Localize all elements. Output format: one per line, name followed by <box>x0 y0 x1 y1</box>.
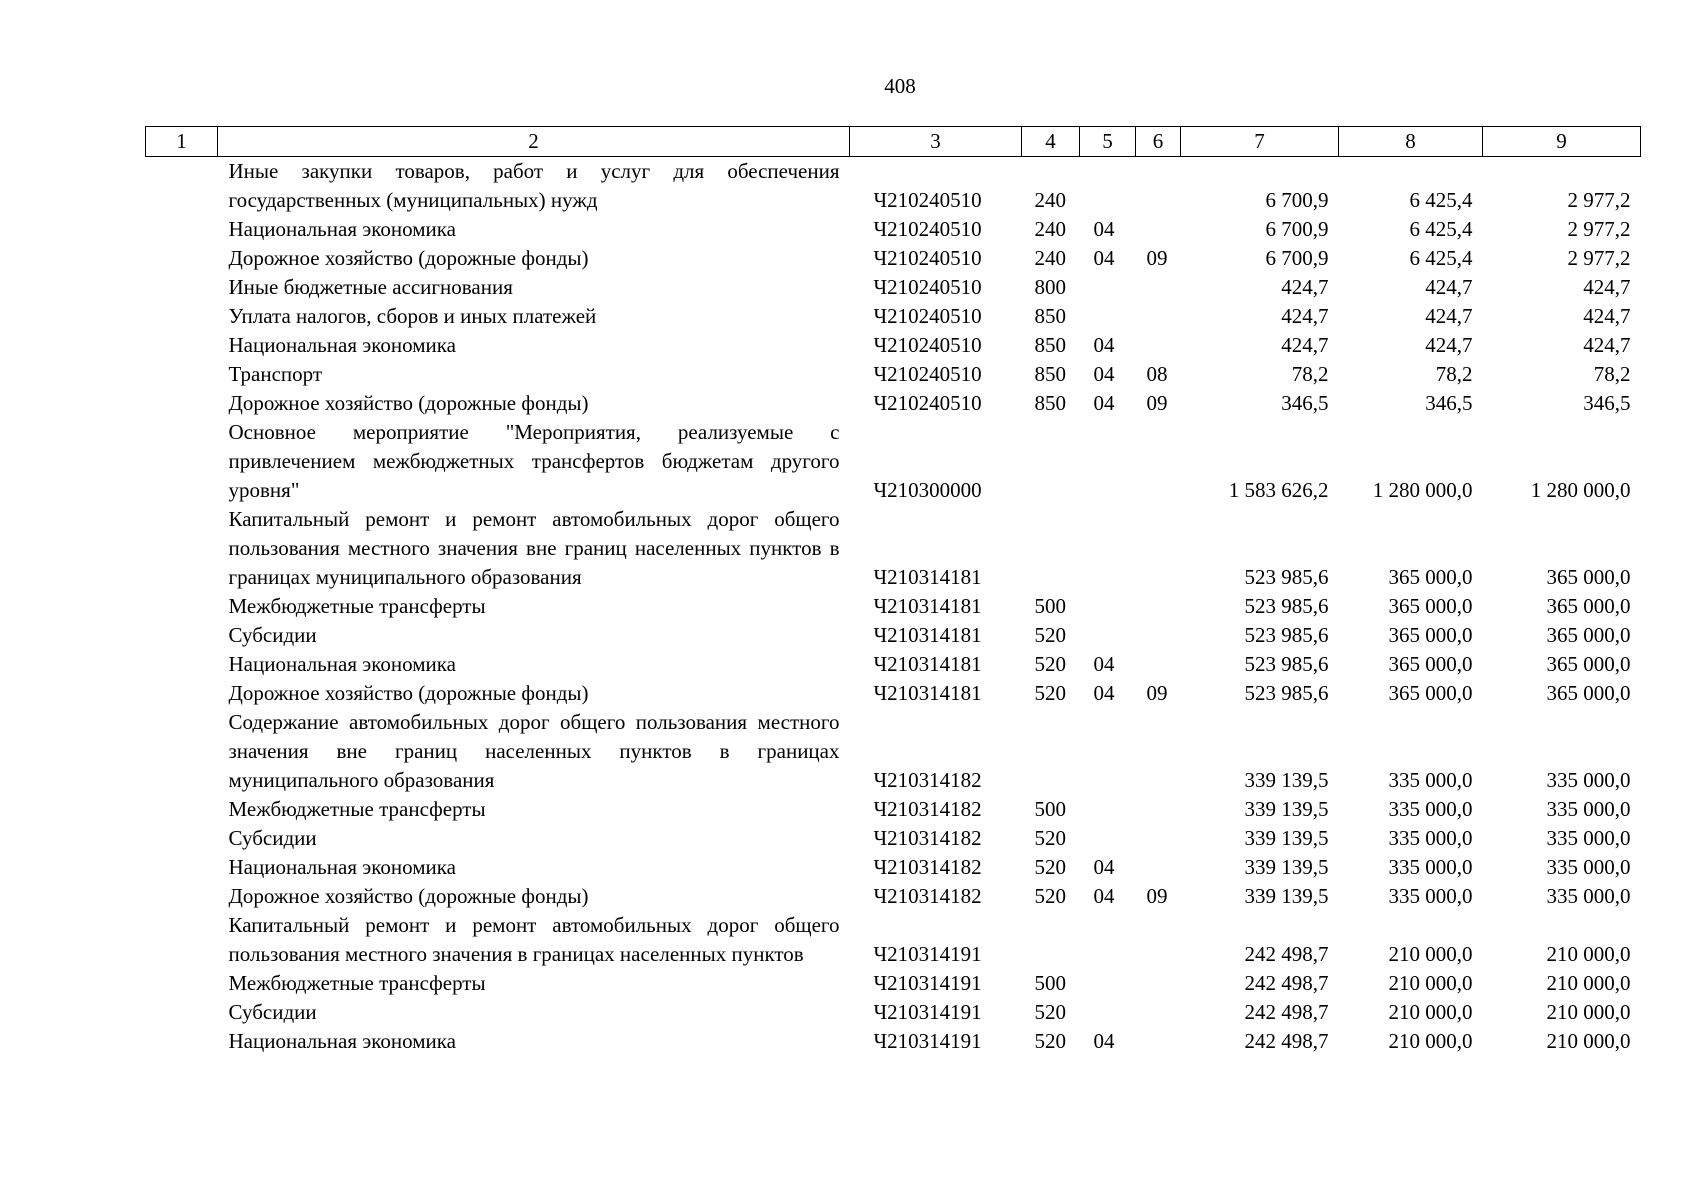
row-blank-cell <box>146 911 218 969</box>
table-row <box>146 244 1641 273</box>
row-value-col-7: 78,2 <box>1291 362 1329 386</box>
row-value-col-8: 335 000,0 <box>1388 855 1473 879</box>
row-value-col-8: 335 000,0 <box>1388 797 1473 821</box>
row-blank-cell <box>146 621 218 650</box>
row-value-col-7: 424,7 <box>1281 333 1329 357</box>
table-row <box>146 911 1641 969</box>
table-row <box>146 882 1641 911</box>
row-value-col-9: 1 280 000,0 <box>1530 478 1631 502</box>
row-value-col-8: 210 000,0 <box>1388 971 1473 995</box>
row-blank-cell <box>146 795 218 824</box>
row-value-col-9: 424,7 <box>1583 333 1631 357</box>
row-value-col-8: 1 280 000,0 <box>1372 478 1473 502</box>
row-value-col-8: 424,7 <box>1425 333 1473 357</box>
table-row <box>146 1027 1641 1056</box>
row-section <box>1080 273 1136 302</box>
row-value-col-9: 210 000,0 <box>1546 942 1631 966</box>
row-value-col-9: 424,7 <box>1583 304 1631 328</box>
row-target-code: Ч210240510 <box>873 188 982 212</box>
row-section <box>1080 505 1136 592</box>
row-target-code: Ч210314191 <box>873 942 982 966</box>
row-target-code: Ч210240510 <box>873 217 982 241</box>
row-blank-cell <box>146 969 218 998</box>
row-value-col-7: 339 139,5 <box>1244 826 1329 850</box>
row-subsection: 09 <box>1146 681 1168 705</box>
table-body <box>146 157 1641 1057</box>
table-row <box>146 302 1641 331</box>
row-blank-cell <box>146 418 218 505</box>
row-value-col-7: 242 498,7 <box>1244 942 1329 966</box>
row-value-col-8: 335 000,0 <box>1388 768 1473 792</box>
row-subsection <box>1136 998 1181 1027</box>
row-value-col-7: 6 700,9 <box>1265 217 1329 241</box>
row-section <box>1080 418 1136 505</box>
row-value-col-7: 339 139,5 <box>1244 884 1329 908</box>
row-description: Субсидии <box>228 623 317 647</box>
row-description: Содержание автомобильных дорог общего пользования местного значения вне границ населенных пунктов в границах муниципального образования <box>228 710 840 792</box>
row-value-col-8: 365 000,0 <box>1388 594 1473 618</box>
row-target-code: Ч210314181 <box>873 681 982 705</box>
row-value-col-9: 365 000,0 <box>1546 681 1631 705</box>
row-subsection <box>1136 969 1181 998</box>
table-row <box>146 853 1641 882</box>
row-section: 04 <box>1093 681 1115 705</box>
row-subsection <box>1136 302 1181 331</box>
row-blank-cell <box>146 331 218 360</box>
row-expense-type: 240 <box>1034 217 1066 241</box>
row-value-col-8: 6 425,4 <box>1409 246 1473 270</box>
row-value-col-8: 6 425,4 <box>1409 188 1473 212</box>
row-blank-cell <box>146 998 218 1027</box>
row-value-col-9: 210 000,0 <box>1546 1029 1631 1053</box>
row-subsection <box>1136 157 1181 216</box>
row-value-col-8: 335 000,0 <box>1388 826 1473 850</box>
row-section: 04 <box>1093 855 1115 879</box>
row-description: Межбюджетные трансферты <box>228 797 486 821</box>
row-target-code: Ч210314191 <box>873 971 982 995</box>
row-subsection <box>1136 273 1181 302</box>
row-description: Иные бюджетные ассигнования <box>228 275 513 299</box>
row-blank-cell <box>146 389 218 418</box>
row-target-code: Ч210240510 <box>873 362 982 386</box>
row-description: Дорожное хозяйство (дорожные фонды) <box>228 681 589 705</box>
row-value-col-7: 242 498,7 <box>1244 971 1329 995</box>
row-section <box>1080 969 1136 998</box>
row-blank-cell <box>146 360 218 389</box>
row-value-col-7: 523 985,6 <box>1244 623 1329 647</box>
row-value-col-8: 78,2 <box>1435 362 1473 386</box>
row-expense-type: 240 <box>1034 246 1066 270</box>
header-col-1: 1 <box>146 127 218 157</box>
row-value-col-7: 424,7 <box>1281 304 1329 328</box>
row-description: Основное мероприятие "Мероприятия, реализуемые с привлечением межбюджетных трансфертов бюджетам другого уровня" <box>228 420 840 502</box>
row-subsection <box>1136 911 1181 969</box>
row-expense-type: 850 <box>1034 362 1066 386</box>
row-value-col-7: 523 985,6 <box>1244 681 1329 705</box>
row-target-code: Ч210314181 <box>873 623 982 647</box>
row-value-col-9: 424,7 <box>1583 275 1631 299</box>
row-expense-type <box>1022 418 1080 505</box>
row-section: 04 <box>1093 246 1115 270</box>
row-description: Национальная экономика <box>228 217 456 241</box>
row-section: 04 <box>1093 1029 1115 1053</box>
row-value-col-8: 210 000,0 <box>1388 1029 1473 1053</box>
row-value-col-7: 523 985,6 <box>1244 565 1329 589</box>
row-target-code: Ч210240510 <box>873 275 982 299</box>
header-col-2: 2 <box>218 127 850 157</box>
row-expense-type: 500 <box>1034 594 1066 618</box>
row-blank-cell <box>146 679 218 708</box>
row-value-col-7: 242 498,7 <box>1244 1029 1329 1053</box>
header-col-9: 9 <box>1483 127 1641 157</box>
row-expense-type: 520 <box>1034 884 1066 908</box>
row-value-col-8: 335 000,0 <box>1388 884 1473 908</box>
row-blank-cell <box>146 302 218 331</box>
header-col-5: 5 <box>1080 127 1136 157</box>
row-value-col-7: 346,5 <box>1281 391 1329 415</box>
row-section <box>1080 824 1136 853</box>
row-description: Дорожное хозяйство (дорожные фонды) <box>228 884 589 908</box>
row-blank-cell <box>146 1027 218 1056</box>
row-value-col-7: 339 139,5 <box>1244 797 1329 821</box>
row-target-code: Ч210314181 <box>873 594 982 618</box>
page-number: 408 <box>884 74 916 98</box>
table-row <box>146 331 1641 360</box>
table-row <box>146 360 1641 389</box>
table-row <box>146 998 1641 1027</box>
row-section: 04 <box>1093 217 1115 241</box>
row-target-code: Ч210240510 <box>873 333 982 357</box>
row-value-col-8: 365 000,0 <box>1388 623 1473 647</box>
row-subsection <box>1136 853 1181 882</box>
header-row <box>146 127 1641 157</box>
table-row <box>146 621 1641 650</box>
row-subsection <box>1136 215 1181 244</box>
row-expense-type: 800 <box>1034 275 1066 299</box>
row-description: Транспорт <box>228 362 323 386</box>
row-description: Национальная экономика <box>228 855 456 879</box>
row-value-col-8: 365 000,0 <box>1388 565 1473 589</box>
row-value-col-8: 424,7 <box>1425 275 1473 299</box>
row-target-code: Ч210300000 <box>873 478 982 502</box>
row-value-col-9: 335 000,0 <box>1546 826 1631 850</box>
table-row <box>146 215 1641 244</box>
row-blank-cell <box>146 505 218 592</box>
row-blank-cell <box>146 157 218 216</box>
row-section <box>1080 592 1136 621</box>
row-blank-cell <box>146 592 218 621</box>
row-subsection <box>1136 621 1181 650</box>
row-subsection <box>1136 505 1181 592</box>
header-col-6: 6 <box>1136 127 1181 157</box>
table-row <box>146 418 1641 505</box>
header-col-3: 3 <box>850 127 1022 157</box>
row-value-col-9: 2 977,2 <box>1567 188 1631 212</box>
header-col-7: 7 <box>1181 127 1339 157</box>
row-value-col-8: 210 000,0 <box>1388 1000 1473 1024</box>
row-description: Капитальный ремонт и ремонт автомобильных дорог общего пользования местного значения в границах населенных пунктов <box>228 913 840 966</box>
row-section <box>1080 708 1136 795</box>
row-section <box>1080 911 1136 969</box>
table-row <box>146 824 1641 853</box>
row-value-col-9: 2 977,2 <box>1567 217 1631 241</box>
row-value-col-8: 424,7 <box>1425 304 1473 328</box>
row-expense-type <box>1022 708 1080 795</box>
row-value-col-9: 335 000,0 <box>1546 884 1631 908</box>
row-expense-type: 520 <box>1034 826 1066 850</box>
row-value-col-9: 335 000,0 <box>1546 768 1631 792</box>
row-description: Субсидии <box>228 826 317 850</box>
row-expense-type: 520 <box>1034 1000 1066 1024</box>
table-header <box>146 127 1641 157</box>
row-blank-cell <box>146 882 218 911</box>
row-target-code: Ч210314182 <box>873 768 982 792</box>
row-value-col-7: 1 583 626,2 <box>1228 478 1329 502</box>
row-subsection <box>1136 331 1181 360</box>
row-blank-cell <box>146 824 218 853</box>
row-blank-cell <box>146 650 218 679</box>
table-row <box>146 650 1641 679</box>
row-value-col-7: 6 700,9 <box>1265 246 1329 270</box>
row-subsection <box>1136 650 1181 679</box>
row-value-col-9: 78,2 <box>1593 362 1631 386</box>
row-expense-type: 500 <box>1034 971 1066 995</box>
row-value-col-7: 339 139,5 <box>1244 768 1329 792</box>
row-expense-type: 240 <box>1034 188 1066 212</box>
row-subsection <box>1136 592 1181 621</box>
row-description: Уплата налогов, сборов и иных платежей <box>228 304 597 328</box>
row-value-col-7: 6 700,9 <box>1265 188 1329 212</box>
row-expense-type: 520 <box>1034 652 1066 676</box>
row-blank-cell <box>146 244 218 273</box>
row-section <box>1080 302 1136 331</box>
row-subsection <box>1136 708 1181 795</box>
row-value-col-8: 6 425,4 <box>1409 217 1473 241</box>
row-value-col-9: 346,5 <box>1583 391 1631 415</box>
row-target-code: Ч210314181 <box>873 565 982 589</box>
row-value-col-9: 365 000,0 <box>1546 652 1631 676</box>
row-value-col-8: 210 000,0 <box>1388 942 1473 966</box>
table-row <box>146 795 1641 824</box>
row-section: 04 <box>1093 391 1115 415</box>
row-target-code: Ч210314191 <box>873 1029 982 1053</box>
row-blank-cell <box>146 273 218 302</box>
row-value-col-8: 365 000,0 <box>1388 681 1473 705</box>
row-expense-type: 850 <box>1034 333 1066 357</box>
row-target-code: Ч210240510 <box>873 304 982 328</box>
row-section: 04 <box>1093 652 1115 676</box>
row-target-code: Ч210314191 <box>873 1000 982 1024</box>
row-expense-type: 850 <box>1034 304 1066 328</box>
row-expense-type: 520 <box>1034 855 1066 879</box>
row-section <box>1080 795 1136 824</box>
row-blank-cell <box>146 708 218 795</box>
row-value-col-9: 365 000,0 <box>1546 623 1631 647</box>
row-section: 04 <box>1093 333 1115 357</box>
row-description: Капитальный ремонт и ремонт автомобильных дорог общего пользования местного значения вне границ населенных пунктов в границах муниципального образования <box>228 507 840 589</box>
table-row <box>146 157 1641 216</box>
row-value-col-9: 365 000,0 <box>1546 565 1631 589</box>
row-value-col-7: 523 985,6 <box>1244 652 1329 676</box>
row-subsection <box>1136 1027 1181 1056</box>
row-value-col-7: 339 139,5 <box>1244 855 1329 879</box>
row-section <box>1080 998 1136 1027</box>
row-description: Межбюджетные трансферты <box>228 594 486 618</box>
row-expense-type: 850 <box>1034 391 1066 415</box>
row-target-code: Ч210314182 <box>873 884 982 908</box>
row-subsection: 09 <box>1146 246 1168 270</box>
row-subsection: 08 <box>1146 362 1168 386</box>
table-row <box>146 273 1641 302</box>
table-row <box>146 505 1641 592</box>
row-value-col-9: 2 977,2 <box>1567 246 1631 270</box>
header-col-4: 4 <box>1022 127 1080 157</box>
row-target-code: Ч210314182 <box>873 797 982 821</box>
row-description: Национальная экономика <box>228 652 456 676</box>
row-target-code: Ч210314182 <box>873 826 982 850</box>
header-col-8: 8 <box>1339 127 1483 157</box>
row-value-col-7: 242 498,7 <box>1244 1000 1329 1024</box>
row-description: Национальная экономика <box>228 1029 456 1053</box>
row-section: 04 <box>1093 884 1115 908</box>
row-description: Дорожное хозяйство (дорожные фонды) <box>228 391 589 415</box>
row-value-col-9: 210 000,0 <box>1546 1000 1631 1024</box>
row-target-code: Ч210240510 <box>873 391 982 415</box>
row-description: Субсидии <box>228 1000 317 1024</box>
row-value-col-7: 523 985,6 <box>1244 594 1329 618</box>
row-section: 04 <box>1093 362 1115 386</box>
row-target-code: Ч210314182 <box>873 855 982 879</box>
table-row <box>146 679 1641 708</box>
row-value-col-9: 210 000,0 <box>1546 971 1631 995</box>
row-description: Иные закупки товаров, работ и услуг для обеспечения государственных (муниципальных) нужд <box>228 159 840 212</box>
row-description: Дорожное хозяйство (дорожные фонды) <box>228 246 589 270</box>
row-value-col-9: 365 000,0 <box>1546 594 1631 618</box>
row-section <box>1080 621 1136 650</box>
row-expense-type: 500 <box>1034 797 1066 821</box>
row-blank-cell <box>146 215 218 244</box>
row-target-code: Ч210240510 <box>873 246 982 270</box>
row-value-col-9: 335 000,0 <box>1546 855 1631 879</box>
row-value-col-9: 335 000,0 <box>1546 797 1631 821</box>
row-expense-type <box>1022 505 1080 592</box>
row-subsection <box>1136 418 1181 505</box>
table-row <box>146 708 1641 795</box>
row-blank-cell <box>146 853 218 882</box>
row-expense-type: 520 <box>1034 623 1066 647</box>
row-subsection <box>1136 824 1181 853</box>
table-row <box>146 969 1641 998</box>
row-expense-type: 520 <box>1034 1029 1066 1053</box>
row-value-col-8: 365 000,0 <box>1388 652 1473 676</box>
row-value-col-7: 424,7 <box>1281 275 1329 299</box>
row-section <box>1080 157 1136 216</box>
row-value-col-8: 346,5 <box>1425 391 1473 415</box>
row-description: Национальная экономика <box>228 333 456 357</box>
row-subsection: 09 <box>1146 884 1168 908</box>
row-target-code: Ч210314181 <box>873 652 982 676</box>
table-row <box>146 592 1641 621</box>
row-description: Межбюджетные трансферты <box>228 971 486 995</box>
row-expense-type <box>1022 911 1080 969</box>
table-row <box>146 389 1641 418</box>
row-expense-type: 520 <box>1034 681 1066 705</box>
row-subsection <box>1136 795 1181 824</box>
budget-table <box>145 126 1641 1056</box>
row-subsection: 09 <box>1146 391 1168 415</box>
